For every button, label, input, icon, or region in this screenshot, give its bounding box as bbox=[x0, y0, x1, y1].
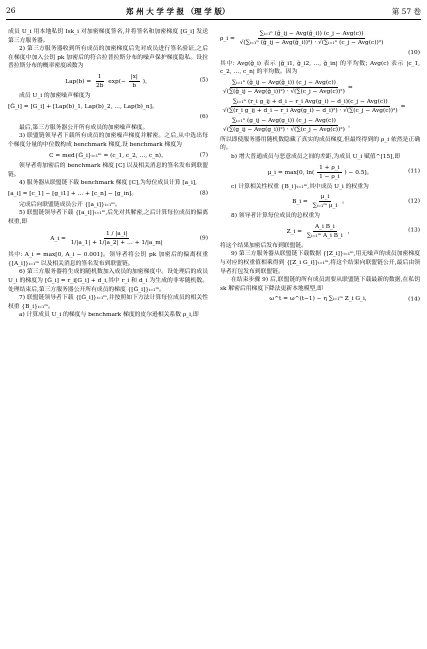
paragraph: 8) 领导者计算每位成员的总权重为 bbox=[231, 213, 320, 220]
paragraph: 最后,第三方服务器公开所有成员的加密噪声梯度。 bbox=[19, 124, 149, 131]
equation-14: ω^t = ω^(t−1) − η ∑ᵢ₌₁ᵐ Z_i G_i， (14) bbox=[269, 296, 420, 303]
paragraph: 所以即使服务器用随机数隐藏了真实的成员梯度,但最终得到的 ρ_i 依然是正确的。 bbox=[220, 136, 420, 152]
equation-6: [G̃_i] = [G_i] + [Lap(b)_1, Lap(b)_2, …, Lap(b)_n]。 bbox=[8, 103, 158, 110]
paragraph: a) 计算成员 U_i 的梯度与 benchmark 梯度的皮尔逊相关系数 ρ_i,即 bbox=[19, 312, 199, 319]
right-column bbox=[220, 28, 420, 306]
equation-12: B_i = $\frac{\mu\_i}{\text{∑ᵢ₌₁ᵐ μ\_i}}$ 。 (12) bbox=[292, 194, 420, 210]
equation-number: (9) bbox=[199, 235, 208, 242]
paragraph: 完成后向联盟链成员公开 {[a_i]}ᵢ₌₁ᵐ。 bbox=[19, 201, 121, 208]
equation-11: μ_i = max[0, ln( $\frac{1 + \rho\_i}{1 - \rho\_i}$ ) − 0.5]。 (11) bbox=[267, 164, 420, 180]
equation-8: [a_i] = [c_1] − [g_i1] + … + [c_n] − [g_in]。 (8) bbox=[8, 190, 208, 197]
equation-10: ρ_i = $\frac{\text{∑ᵢ₌₁ⁿ (g̃\_ij − Avg(g̃\_i)) (c\_j − Avg(c))}}{\text{√(∑ᵢ₌₁ⁿ (g̃\_ij − Avg(g̃\_i))²) · √(∑ᵢ₌₁ⁿ (c\_j − Avg(c))²)}}$ bbox=[220, 31, 384, 46]
paragraph: 其中: Avg(g̃_i) 表示 |g̃_i1, g̃_i2, …, g̃_in| 的平均数; Avg(c) 表示 |c_1, c_2, …, c_n| 的平均数。因为 bbox=[220, 60, 420, 76]
equation-5: Lap(b) = $\frac{1}{2b}$ exp(− $\frac{|x|}{b}$ )， (5) bbox=[65, 73, 208, 89]
derivation-step: $\frac{\text{∑ᵢ₌₁ⁿ (g\_ij − Avg(g\_i)) (c\_j − Avg(c))}}{\text{√(∑(g\_ij − Avg(g\_i))²) · √(∑(c\_j − Avg(c))²)}}$ 。 bbox=[223, 117, 354, 133]
page-number: 26 bbox=[6, 6, 16, 15]
derivation-step: $\frac{\text{∑ᵢ₌₁ⁿ (g̃\_ij − Avg(g̃\_i)) (c\_j − Avg(c))}}{\text{√(∑(g̃\_ij − Avg(g̃\_i))²) · √(∑(c\_j − Avg(c))²)}}$ = bbox=[223, 79, 353, 95]
paragraph: 在结束步骤 9) 后,联盟链的所有成员需要从联盟链下载最新的数据,在私钥 sk 解密后用梯度下降法更新本地模型,即 bbox=[220, 277, 420, 292]
equation-number: (13) bbox=[408, 227, 420, 234]
equation-number: (14) bbox=[408, 296, 420, 303]
running-header bbox=[6, 6, 421, 18]
paragraph: 9) 第三方服务器从联盟链下载数据 {[Z_i]}ᵢ₌₁ᵐ,用无噪声的成员加密梯度与对应的权重值相乘得到 {[Z_i G_i]}ᵢ₌₁ᵐ,将这个结果向联盟链公开,最后由领导者打包发布到联盟链。 bbox=[220, 251, 420, 275]
paragraph: 6) 第三方服务器将生成的随机数加入成员的加密梯度中。设处理后的成员 U_i 的梯度为 [G̃_i] = r_i[G_i] + d_i,其中 r_i 和 d_i 为生成的非零随机数。处理结束后,第三方服务器公开所有成员的梯度 {[G̃_i]}ᵢ₌₁ᵐ。 bbox=[8, 269, 208, 293]
paragraph: 领导者将加密后的 benchmark 梯度 [C] 以及相关消息的签名发布到联盟链。 bbox=[8, 163, 208, 178]
equation-number: (12) bbox=[408, 198, 420, 205]
volume-label: 第 57 卷 bbox=[391, 7, 421, 16]
equation-number: (7) bbox=[199, 152, 208, 159]
journal-title: 郑 州 大 学 学 报 （理 学 版） bbox=[126, 7, 230, 16]
equation-number: (11) bbox=[408, 168, 420, 175]
equation-number: (8) bbox=[199, 190, 208, 197]
paragraph: 成员 U_i 的加密噪声梯度为 bbox=[19, 92, 91, 99]
derivation-step: ∑ᵢ₌₁ⁿ (r_i g_ij + d_i − r_i Avg(g_i) − d_i)(c_j − Avg(c)) √(∑(r_i g_ij + d_i − r_i Avg(g_i) − d_i)²) · √(∑(c_j − Avg(c))²) = bbox=[223, 98, 406, 114]
equation-number: (6) bbox=[199, 114, 208, 121]
paragraph: 3) 联盟链领导者下载所有成员的加密噪声梯度并解密。之后,从中选出每个梯度分量的中位数构成 benchmark 梯度,设 benchmark 梯度为 bbox=[8, 133, 208, 148]
equation-7: C = med{G̃_i}ᵢ₌₁ᵐ = (c_1, c_2, …, c_n)， (7) bbox=[49, 152, 208, 159]
header-rule bbox=[6, 19, 421, 20]
equation-number: (5) bbox=[199, 78, 208, 85]
paragraph: 4) 服务器从联盟链下载 benchmark 梯度 [C],为每位成员计算 [a_i], bbox=[19, 180, 197, 187]
paragraph: c) 计算相关性权重 {B_i}ᵢ₌₁ᵐ,其中成员 U_i 的权重为 bbox=[231, 183, 369, 190]
equation-number: (10) bbox=[408, 50, 420, 56]
equation-13: Z_i = $\frac{\text{A\_i B\_i}}{\text{∑ᵢ₌₁ᵐ A\_i B\_i}}$ ， (13) bbox=[286, 223, 420, 239]
paragraph: 5) 联盟链领导者下载 {[a_i]}ᵢ₌₁ᵐ,后先对其解密,之后计算每位成员的偏离权重,即 bbox=[8, 210, 208, 225]
left-column bbox=[8, 28, 208, 320]
paragraph: 其中: A_i = max[0, A_i − 0.001]。领导者将公钥 pk 加密后的偏离权重 {[A_i]}ᵢ₌₁ᵐ 以及相关消息的签名发布到联盟链。 bbox=[8, 252, 208, 267]
paragraph: 成员 U_i 用本地私钥 Isk_i 对加密梯度签名,并将签名和加密梯度 [G_i] 发送第三方服务器。 bbox=[8, 29, 208, 44]
paragraph: 7) 联盟链领导者下载 {[G̃_i]}ᵢ₌₁ᵐ,并按照如下方法计算每位成员的相关性权重 {B_i}ᵢ₌₁ᵐ。 bbox=[8, 295, 208, 310]
paragraph: b) 增大普通成员与恶意成员之间的差距,为成员 U_i 赋值^[15],即 bbox=[231, 153, 401, 160]
paragraph: 2) 第三方服务器收到所有成员的加密梯度后先对成员进行签名验证,之后在梯度中加入公钥 pk 加密后的符合拉普拉斯分布的噪声保护梯度隐私。设拉普拉斯分布的概率密度函数为 bbox=[8, 46, 208, 70]
equation-9: A_i = $\frac{1 / |a\_i|}{1/|a\_1| + 1/|a\_2| + \dots + 1/|a\_m|}$ (9) bbox=[50, 231, 208, 247]
paragraph: 将这个结果加密后发布到联盟链。 bbox=[220, 242, 307, 249]
